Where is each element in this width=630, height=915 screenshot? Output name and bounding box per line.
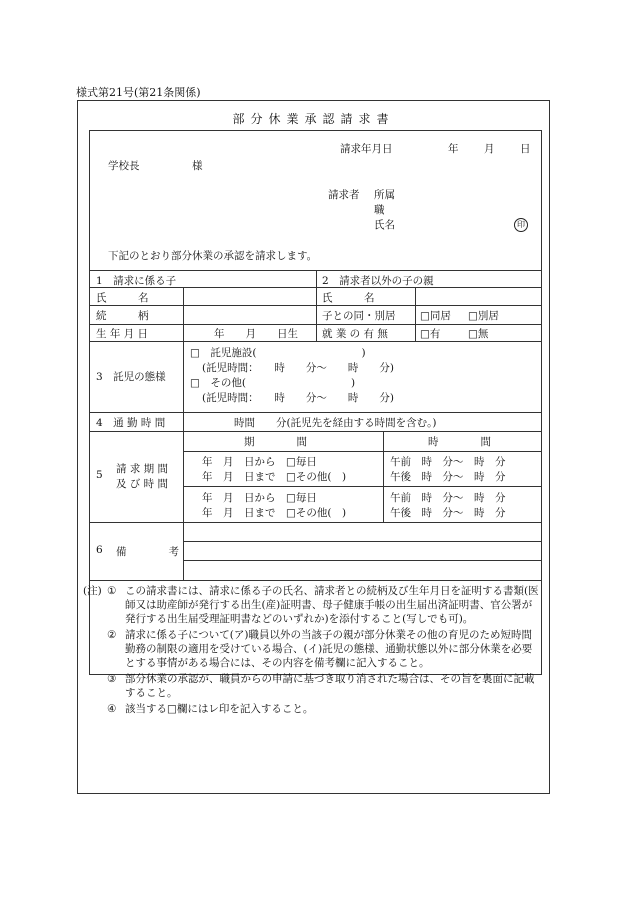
note-1 [91,584,539,626]
note-1-num: ① [107,585,117,597]
note-1-text: この請求書には、請求に係る子の氏名、請求者との続柄及び生年月日を証明する書類(医師又は助産師が発行する出生(産)証明書、母子健康手帳の出生届出済証明書、官公署が発行する出生届受理証明書などのいずれか)を添付すること(写しでも可)。 [125,585,539,625]
childcare-other-checkbox[interactable]: □ その他( ) [190,377,356,389]
section2-heading: 2 請求者以外の子の親 [322,275,434,287]
other-parent-name-field[interactable] [418,290,538,304]
birth-label: 生 年 月 日 [96,328,149,340]
note-4-text: 該当する□欄にはレ印を記入すること。 [125,703,314,715]
request-year: 年 [448,143,459,155]
time-row-3[interactable]: 午前 時 分～ 時 分 [390,492,506,504]
birth-value[interactable]: 年 月 日生 [214,328,298,340]
childcare-other-time[interactable]: (託児時間： 時 分～ 時 分) [202,392,394,404]
note-2-text: 請求に係る子について(ア)職員以外の当該子の親が部分休業その他の育児のため短時間勤務の制限の適用を受けている場合、(イ)託児の態様、通勤状態以外に部分休業を必要とする事情がある場合には、その内容を備考欄に記入すること。 [125,629,533,669]
time-row-2[interactable]: 午後 時 分～ 時 分 [390,471,506,483]
remarks-num: 6 [96,544,103,556]
request-month: 月 [484,143,495,155]
requester-label: 請求者 [328,189,360,201]
period-label-line2: 及 び 時 間 [116,478,169,490]
period-header: 期 間 [244,436,307,448]
notes-section [83,584,539,718]
name-label: 氏名 [374,219,395,231]
note-2 [91,628,539,670]
notes-label: (注) [83,585,102,597]
note-3-text: 部分休業の承認が、職員からの申請に基づき取り消された場合は、その旨を裏面に記載すること。 [125,673,535,699]
request-statement: 下記のとおり部分休業の承認を請求します。 [108,250,318,262]
form-title: 部分休業承認請求書 [232,112,395,126]
seal-icon: 印 [514,218,528,232]
employment-no-checkbox[interactable]: □無 [468,328,489,340]
relation-label: 続 柄 [96,310,149,322]
remarks-label: 備 考 [116,546,179,558]
request-day: 日 [520,143,531,155]
commute-label: 4 通 勤 時 間 [96,417,166,429]
period-row-4[interactable]: 年 月 日まで □その他( ) [202,507,347,519]
cohabit-same-checkbox[interactable]: □同居 [420,310,451,322]
request-date-label: 請求年月日 [340,143,393,155]
note-3 [91,672,539,700]
position-label: 職 [374,204,385,216]
note-3-num: ③ [107,673,117,685]
sama-label: 様 [192,160,203,172]
employment-label: 就 業 の 有 無 [322,328,388,340]
cohabit-separate-checkbox[interactable]: □別居 [468,310,499,322]
childcare-facility-time[interactable]: (託児時間： 時 分～ 時 分) [202,362,394,374]
time-row-4[interactable]: 午後 時 分～ 時 分 [390,507,506,519]
note-4-num: ④ [107,703,117,715]
child-name-label: 氏 名 [96,292,149,304]
period-num: 5 [96,469,103,481]
relation-field[interactable] [185,308,313,322]
time-row-1[interactable]: 午前 時 分～ 時 分 [390,456,506,468]
note-4 [91,702,539,716]
employment-yes-checkbox[interactable]: □有 [420,328,441,340]
form-frame [77,100,550,794]
form-code: 様式第21号(第21条関係) [76,86,201,99]
childcare-label: 3 託児の態様 [96,371,166,383]
affiliation-label: 所属 [374,189,395,201]
remarks-field[interactable] [185,524,539,578]
section1-heading: 1 請求に係る子 [96,275,177,287]
cohabit-label: 子との同・別居 [322,310,396,322]
period-row-3[interactable]: 年 月 日から □毎日 [202,492,317,504]
period-label-line1: 請 求 期 間 [116,463,169,475]
commute-value[interactable]: 時間 分(託児先を経由する時間を含む。) [234,417,437,429]
childcare-facility-checkbox[interactable]: □ 託児施設( ) [190,347,366,359]
other-parent-name-label: 氏 名 [322,292,375,304]
period-row-2[interactable]: 年 月 日まで □その他( ) [202,471,347,483]
note-2-num: ② [107,629,117,641]
period-row-1[interactable]: 年 月 日から □毎日 [202,456,317,468]
child-name-field[interactable] [185,290,313,304]
principal-label: 学校長 [108,160,140,172]
time-header: 時 間 [428,436,491,448]
